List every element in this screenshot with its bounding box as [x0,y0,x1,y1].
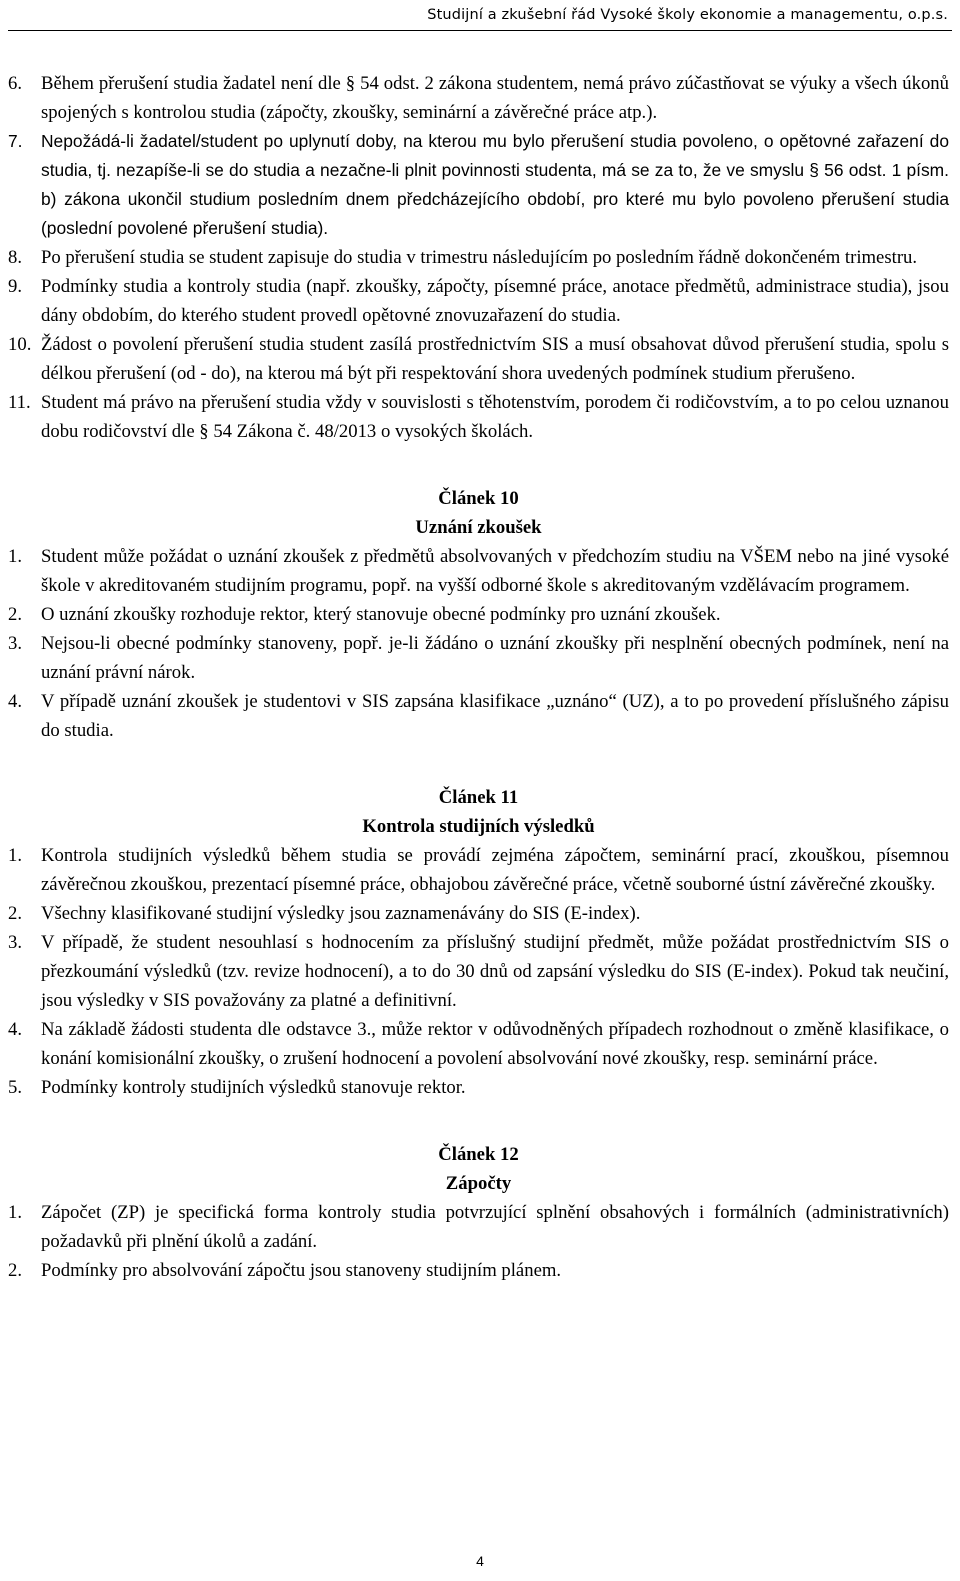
list-item [8,899,949,928]
item-number: 1. [8,1202,23,1223]
item-number: 4. [8,1019,23,1040]
article-title: Zápočty [445,1173,512,1194]
item-text: Zápočet (ZP) je specifická forma kontroly studia potvrzující splnění obsahových i formálních (administrativních) požadavků při plnění úkolů a zadání. [41,1202,949,1252]
item-number: 1. [8,546,23,567]
list-item [8,127,949,243]
item-text: Na základě žádosti studenta dle odstavce 3., může rektor v odůvodněných případech rozhodnout o změně klasifikace, o konání komisionální zkoušky, o zrušení hodnocení a povolení absolvování nové zkoušky, resp. seminární práce. [41,1019,949,1069]
article-number: Článek 10 [438,488,519,509]
item-text: O uznání zkoušky rozhoduje rektor, který stanovuje obecné podmínky pro uznání zkoušek. [41,604,721,625]
list-item [8,687,949,745]
item-text: Nepožádá-li žadatel/student po uplynutí doby, na kterou mu bylo přerušení studia povoleno, o opětovné zařazení do studia, tj. nezapíše-li se do studia a nezačne-li plnit povinnosti studenta, má se za to, že ve smyslu § 56 odst. 1 písm. b) zákona ukončil studium posledním dnem předcházejícího období, pro které mu bylo povoleno přerušení studia (poslední povolené přerušení studia). [41,131,949,238]
item-text: Podmínky kontroly studijních výsledků stanovuje rektor. [41,1077,466,1098]
item-text: Student může požádat o uznání zkoušek z předmětů absolvovaných v předchozím studiu na VŠEM nebo na jiné vysoké škole v akreditovaném studijním programu, popř. na vyšší odborné škole s akreditovaným vzdělávacím programem. [41,546,949,596]
item-number: 7. [8,131,23,151]
running-header: Studijní a zkušební řád Vysoké školy ekonomie a managementu, o.p.s. [427,7,948,23]
item-text: Nejsou-li obecné podmínky stanoveny, popř. je-li žádáno o uznání zkoušky při nesplnění obecných podmínek, není na uznání právní nárok. [41,633,949,683]
article-title: Kontrola studijních výsledků [362,816,595,837]
item-text: Po přerušení studia se student zapisuje do studia v trimestru následujícím po posledním řádně dokončeném trimestru. [41,247,918,268]
item-text: Během přerušení studia žadatel není dle § 54 odst. 2 zákona studentem, nemá právo zúčastňovat se výuky a všech úkonů spojených s kontrolou studia (zápočty, zkoušky, seminární a závěrečné práce atp.). [41,73,949,123]
list-item [8,69,949,127]
page-number: 4 [476,1553,484,1569]
item-number: 3. [8,932,23,953]
article-title: Uznání zkoušek [415,517,542,538]
item-text: V případě, že student nesouhlasí s hodnocením za příslušný studijní předmět, může požádat prostřednictvím SIS o přezkoumání výsledků (tzv. revize hodnocení), a to do 30 dnů od zapsání výsledku do SIS (E-index). Pokud tak neučiní, jsou výsledky v SIS považovány za platné a definitivní. [41,932,949,1011]
list-item [8,600,949,629]
item-number: 2. [8,1260,23,1281]
item-number: 10. [8,334,32,355]
item-number: 8. [8,247,23,268]
list-item [8,629,949,687]
item-text: Podmínky pro absolvování zápočtu jsou stanoveny studijním plánem. [41,1260,562,1281]
item-number: 5. [8,1077,23,1098]
article-number: Článek 11 [438,787,519,808]
article-number: Článek 12 [438,1144,519,1165]
list-item [8,388,949,446]
list-item [8,1015,949,1073]
list-item [8,841,949,899]
item-text: Podmínky studia a kontroly studia (např. zkoušky, zápočty, písemné práce, anotace předmětů, administrace studia), jsou dány obdobím, do kterého student provedl opětovné znovuzařazení do studia. [41,276,949,326]
header-rule [8,30,952,31]
item-number: 4. [8,691,23,712]
item-number: 9. [8,276,23,297]
item-text: Kontrola studijních výsledků během studia se provádí zejména zápočtem, seminární prací, zkouškou, písemnou závěrečnou zkouškou, prezentací písemné práce, obhajobou závěrečné práce, včetně souborné ústní závěrečné zkoušky. [41,845,949,895]
article-12 [8,1140,949,1285]
item-text: Žádost o povolení přerušení studia student zasílá prostřednictvím SIS a musí obsahovat důvod přerušení studia, spolu s délkou přerušení (od - do), na kterou má být při respektování shora uvedených podmínek studium přerušeno. [41,334,949,384]
item-text: Student má právo na přerušení studia vždy v souvislosti s těhotenstvím, porodem či rodičovstvím, a to po celou uznanou dobu rodičovství dle § 54 Zákona č. 48/2013 o vysokých školách. [41,392,949,442]
article-10 [8,484,949,745]
item-number: 1. [8,845,23,866]
list-item [8,1198,949,1256]
document-body [8,69,949,1285]
item-text: V případě uznání zkoušek je studentovi v SIS zapsána klasifikace „uznáno“ (UZ), a to po provedení příslušného zápisu do studia. [41,691,949,741]
section-continuation [8,69,949,446]
item-number: 6. [8,73,23,94]
article-11 [8,783,949,1102]
list-item [8,330,949,388]
item-text: Všechny klasifikované studijní výsledky jsou zaznamenávány do SIS (E-index). [41,903,641,924]
list-item [8,1073,949,1102]
list-item [8,928,949,1015]
item-number: 11. [8,392,31,413]
item-number: 2. [8,604,23,625]
item-number: 2. [8,903,23,924]
list-item [8,272,949,330]
list-item [8,542,949,600]
item-number: 3. [8,633,23,654]
list-item [8,1256,949,1285]
list-item [8,243,949,272]
